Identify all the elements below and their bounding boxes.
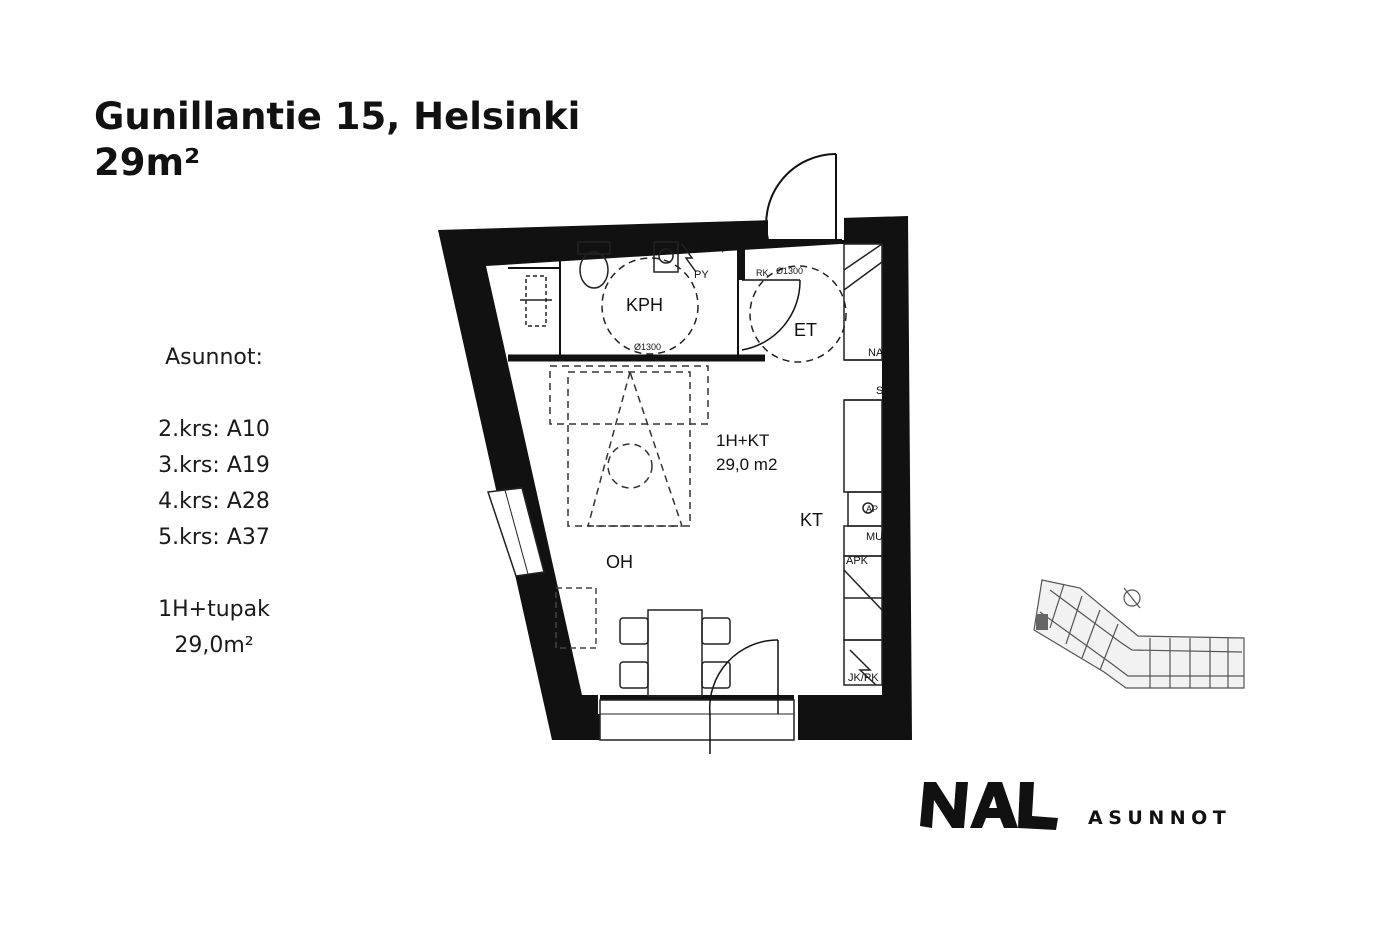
apartment-info <box>128 340 300 664</box>
area-heading: 29m² <box>94 141 201 184</box>
building-key-map <box>1020 572 1260 698</box>
room-label-living: OH <box>606 552 633 572</box>
fixture-label: Ø1300 <box>776 266 804 276</box>
floor-entry: 4.krs: A28 <box>158 489 270 514</box>
apartment-area: 29,0m² <box>174 633 254 658</box>
floor-entry: 5.krs: A37 <box>158 525 270 550</box>
fixture-label: AP <box>866 504 879 514</box>
fixture-label: NA <box>868 347 884 359</box>
room-area-label: 29,0 m2 <box>716 455 778 474</box>
floor-entry: 3.krs: A19 <box>158 453 270 478</box>
fixture-label: PY <box>694 269 709 281</box>
balcony-door-frame <box>600 700 794 740</box>
brand-subtitle: ASUNNOT <box>1088 807 1232 829</box>
floor-plan <box>420 140 920 760</box>
room-type-label: 1H+KT <box>716 431 770 450</box>
north-arrow-icon <box>1124 588 1140 608</box>
floor-entry: 2.krs: A10 <box>158 417 270 442</box>
fixture-label: Ø1300 <box>634 342 662 352</box>
exterior-wall <box>438 216 912 740</box>
room-label-bathroom: KPH <box>626 295 664 315</box>
fixture-label: MU <box>866 531 884 543</box>
room-label-entry: ET <box>794 320 818 340</box>
fixture-label: APK <box>846 555 869 567</box>
fixture-label: RK <box>756 268 769 278</box>
fixture-label: JK/PK <box>848 672 879 684</box>
bed-furniture <box>550 366 708 526</box>
fixture-label: (PPK) <box>696 241 726 253</box>
apartments-heading: Asunnot: <box>165 345 263 370</box>
fixture-label: S <box>876 385 884 397</box>
dining-table <box>620 610 730 696</box>
room-label-kitchen: KT <box>800 510 824 530</box>
highlighted-unit <box>1036 614 1048 630</box>
address-heading: Gunillantie 15, Helsinki <box>94 95 581 138</box>
kitchen-units <box>844 244 882 685</box>
brand-logo <box>918 776 1063 836</box>
entrance-gap <box>768 210 844 240</box>
apartment-type: 1H+tupak <box>158 597 270 622</box>
